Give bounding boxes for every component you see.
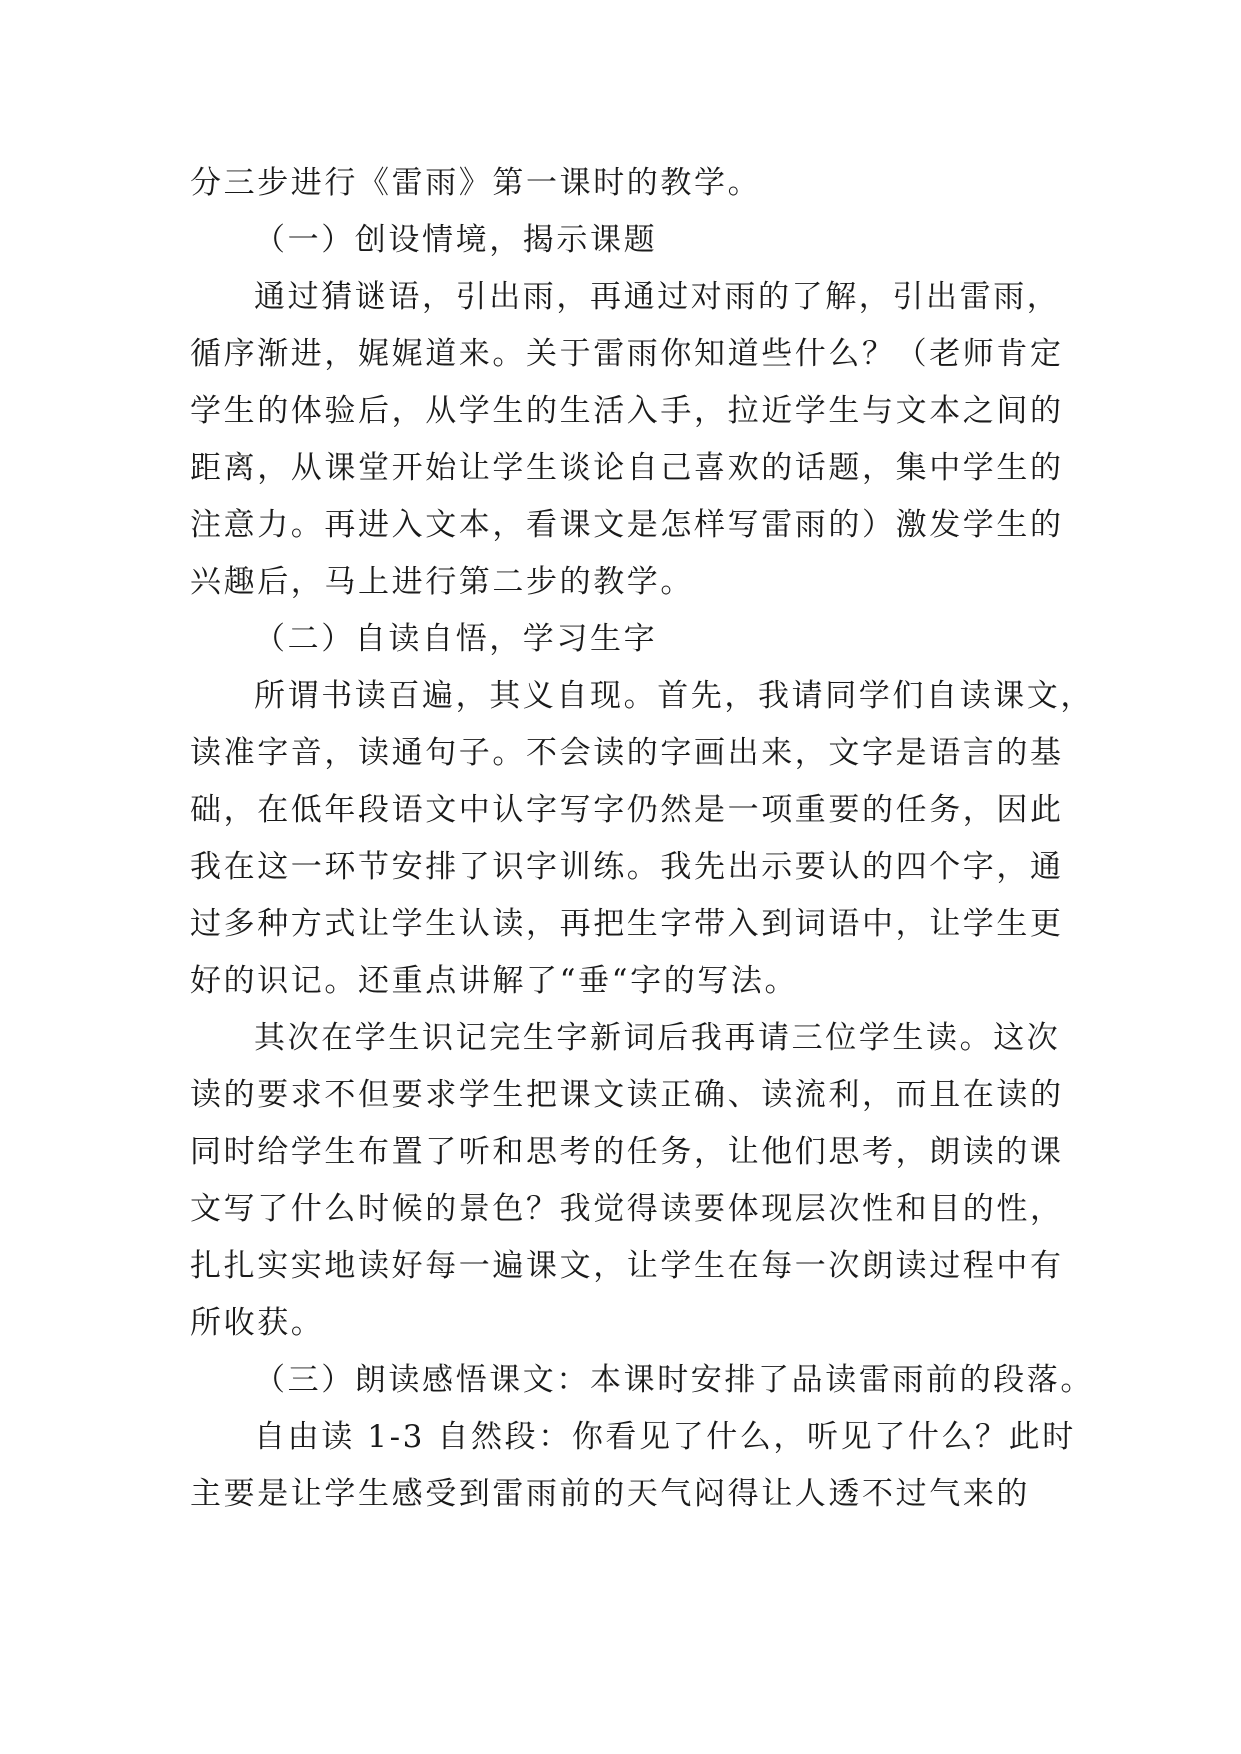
text-line: 读的要求不但要求学生把课文读正确、读流利，而且在读的 xyxy=(190,1077,1064,1113)
document-body xyxy=(190,155,1094,1523)
text-line: 其次在学生识记完生字新词后我再请三位学生读。这次 xyxy=(254,1020,1061,1056)
text-line: 兴趣后，马上进行第二步的教学。 xyxy=(190,564,694,600)
text-line: 所谓书读百遍，其义自现。首先，我请同学们自读课文， xyxy=(254,678,1094,714)
text-line: 自由读 1-3 自然段：你看见了什么，听见了什么？此时 xyxy=(254,1419,1076,1455)
text-line: 循序渐进，娓娓道来。关于雷雨你知道些什么？（老师肯定 xyxy=(190,336,1064,372)
text-line: 扎扎实实地读好每一遍课文，让学生在每一次朗读过程中有 xyxy=(190,1248,1064,1284)
text-line: 好的识记。还重点讲解了“垂“字的写法。 xyxy=(190,963,799,999)
text-line: 同时给学生布置了听和思考的任务，让他们思考，朗读的课 xyxy=(190,1134,1064,1170)
text-line: 通过猜谜语，引出雨，再通过对雨的了解，引出雷雨， xyxy=(254,279,1061,315)
text-line: 我在这一环节安排了识字训练。我先出示要认的四个字，通 xyxy=(190,849,1064,885)
text-line: 过多种方式让学生认读，再把生字带入到词语中，让学生更 xyxy=(190,906,1064,942)
text-line: 分三步进行《雷雨》第一课时的教学。 xyxy=(190,165,762,201)
text-line: 距离，从课堂开始让学生谈论自己喜欢的话题，集中学生的 xyxy=(190,450,1064,486)
text-line: 文写了什么时候的景色？我觉得读要体现层次性和目的性， xyxy=(190,1191,1064,1227)
section-heading-2: （二）自读自悟，学习生字 xyxy=(254,621,658,657)
text-line: 础，在低年段语文中认字写字仍然是一项重要的任务，因此 xyxy=(190,792,1064,828)
section-heading-1: （一）创设情境，揭示课题 xyxy=(254,222,658,258)
text-line: 注意力。再进入文本，看课文是怎样写雷雨的）激发学生的 xyxy=(190,507,1064,543)
text-line: 学生的体验后，从学生的生活入手，拉近学生与文本之间的 xyxy=(190,393,1064,429)
text-line: 主要是让学生感受到雷雨前的天气闷得让人透不过气来的 xyxy=(190,1476,1030,1512)
text-line: 读准字音，读通句子。不会读的字画出来，文字是语言的基 xyxy=(190,735,1064,771)
section-heading-3: （三）朗读感悟课文：本课时安排了品读雷雨前的段落。 xyxy=(254,1362,1094,1398)
text-line: 所收获。 xyxy=(190,1305,325,1341)
